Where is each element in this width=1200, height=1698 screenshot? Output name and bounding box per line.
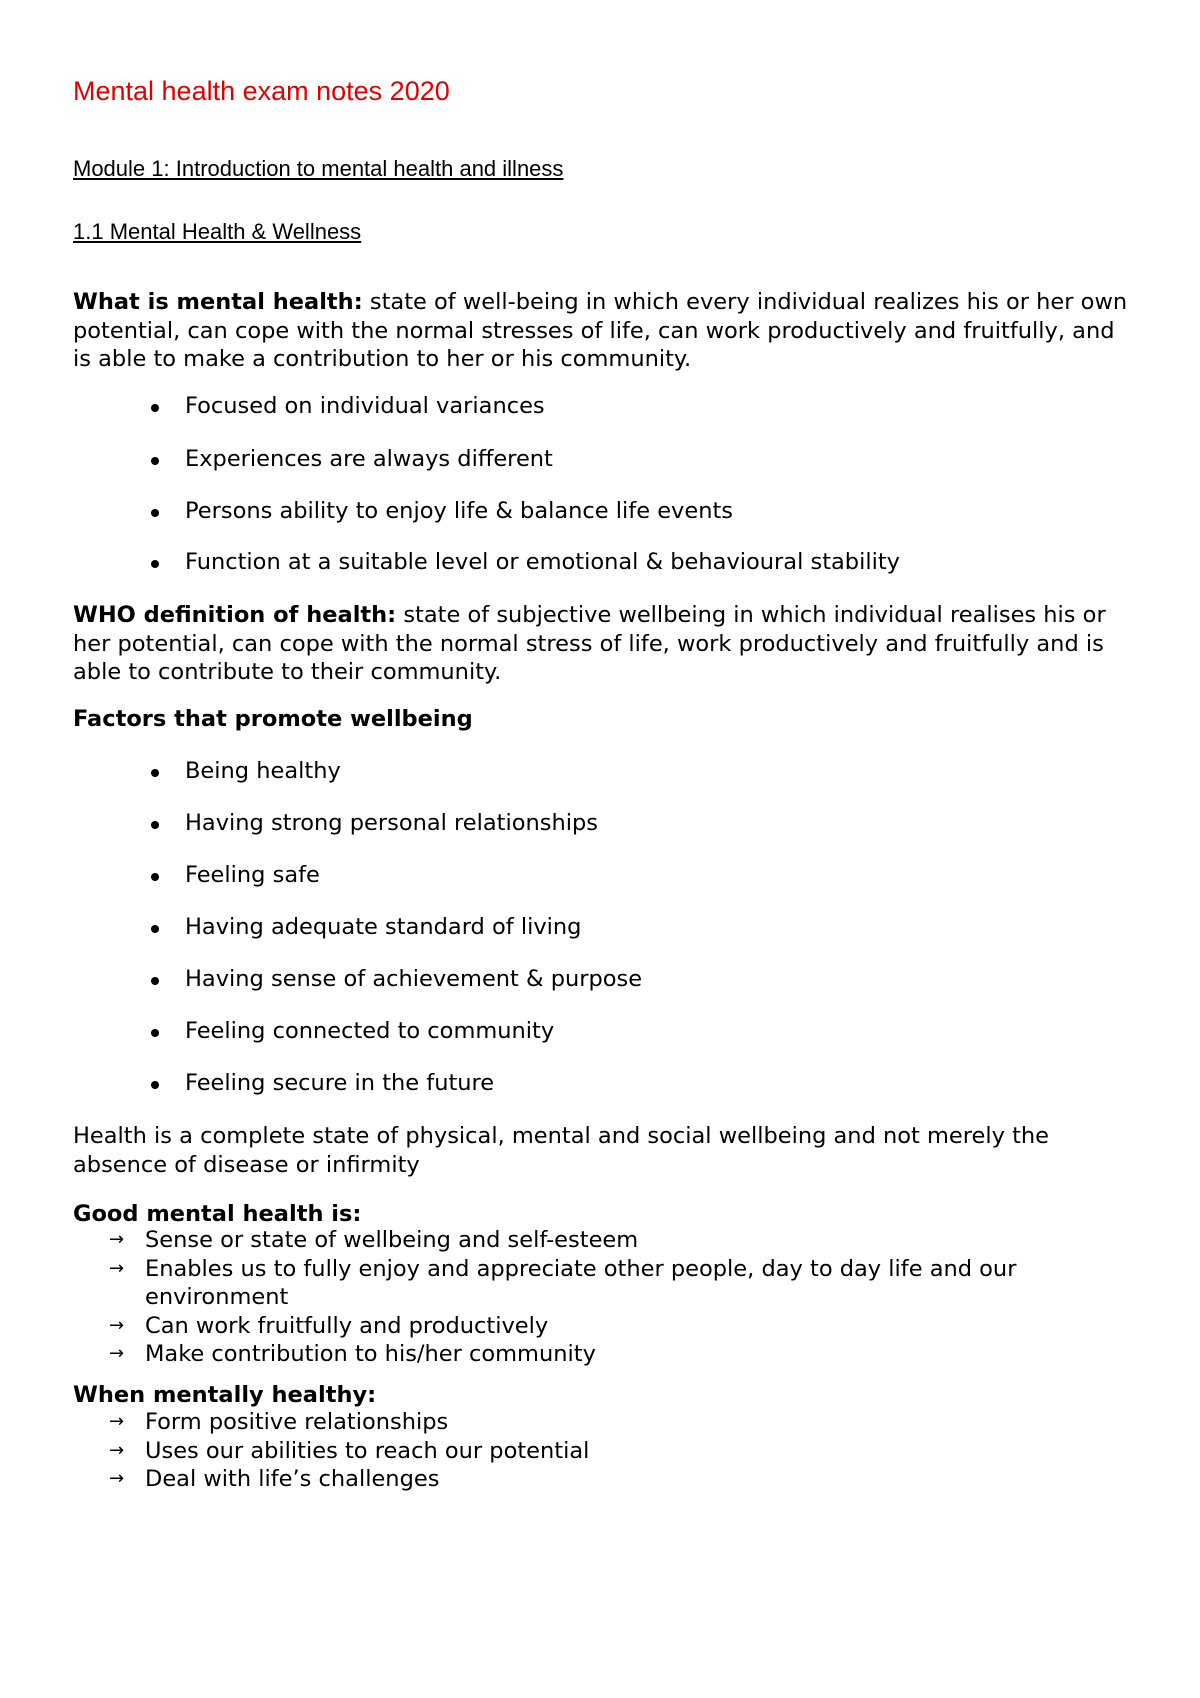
list-item: Having adequate standard of living — [185, 914, 581, 940]
list-item: → Deal with life’s challenges — [109, 1466, 440, 1492]
bullet-icon — [151, 509, 159, 517]
health-statement: Health is a complete state of physical, mental and social wellbeing and not merely the absence of disease or infirmity — [73, 1123, 1050, 1178]
when-healthy-list — [109, 1408, 1109, 1494]
list-item: Feeling connected to community — [185, 1018, 554, 1044]
what-is-label: What is mental health: — [73, 289, 363, 315]
list-item: Feeling secure in the future — [185, 1070, 494, 1096]
bullet-icon — [151, 873, 159, 881]
list-item: Persons ability to enjoy life & balance life events — [185, 498, 733, 524]
bullet-icon — [151, 457, 159, 465]
arrow-right-icon: → — [109, 1411, 125, 1432]
list-item: Having strong personal relationships — [185, 810, 598, 836]
bullet-icon — [151, 404, 159, 412]
bullet-icon — [151, 821, 159, 829]
arrow-right-icon: → — [109, 1229, 125, 1250]
list-item: Experiences are always different — [185, 446, 553, 472]
list-item: → Make contribution to his/her community — [109, 1341, 596, 1367]
arrow-right-icon: → — [109, 1439, 125, 1461]
module-heading: Module 1: Introduction to mental health and illness — [73, 156, 564, 181]
arrow-right-icon: → — [109, 1343, 125, 1364]
section-heading: 1.1 Mental Health & Wellness — [73, 219, 362, 244]
factors-heading: Factors that promote wellbeing — [73, 706, 473, 732]
bullet-icon — [151, 1081, 159, 1089]
list-item: → Sense or state of wellbeing and self-esteem — [109, 1227, 639, 1253]
list-item: → Form positive relationships — [109, 1409, 449, 1435]
list-item: → Can work fruitfully and productively — [109, 1312, 549, 1339]
list-item: → Uses our abilities to reach our potential — [109, 1437, 590, 1464]
bullet-icon — [151, 769, 159, 777]
bullet-icon — [151, 1029, 159, 1037]
when-healthy-heading: When mentally healthy: — [73, 1382, 377, 1408]
document-title: Mental health exam notes 2020 — [73, 76, 450, 106]
list-item: Having sense of achievement & purpose — [185, 966, 642, 992]
who-text: state of subjective wellbeing in which individual realises his or her potential, can cope with the normal stress of life, work productively and fruitfully and is able to contribute to their community. — [73, 602, 1106, 685]
list-item: → Enables us to fully enjoy and appreciate other people, day to day life and our environment — [109, 1255, 1017, 1310]
what-is-mental-health-paragraph — [73, 288, 1133, 374]
list-item: Focused on individual variances — [185, 393, 545, 419]
who-label: WHO definition of health: — [73, 602, 397, 628]
bullet-icon — [151, 977, 159, 985]
list-item: Function at a suitable level or emotional & behavioural stability — [185, 549, 900, 575]
good-mental-health-heading: Good mental health is: — [73, 1201, 362, 1227]
who-definition-paragraph — [73, 601, 1133, 687]
arrow-right-icon: → — [109, 1257, 125, 1279]
bullet-icon — [151, 560, 159, 568]
arrow-right-icon: → — [109, 1314, 125, 1336]
arrow-right-icon: → — [109, 1468, 125, 1489]
bullet-icon — [151, 925, 159, 933]
what-is-text: state of well-being in which every individual realizes his or her own potential, can cope with the normal stresses of life, can work productively and fruitfully, and is able to make a contribution to her or his community. — [73, 289, 1128, 372]
good-mental-health-list — [109, 1226, 1109, 1369]
list-item: Feeling safe — [185, 862, 320, 888]
list-item: Being healthy — [185, 758, 341, 784]
